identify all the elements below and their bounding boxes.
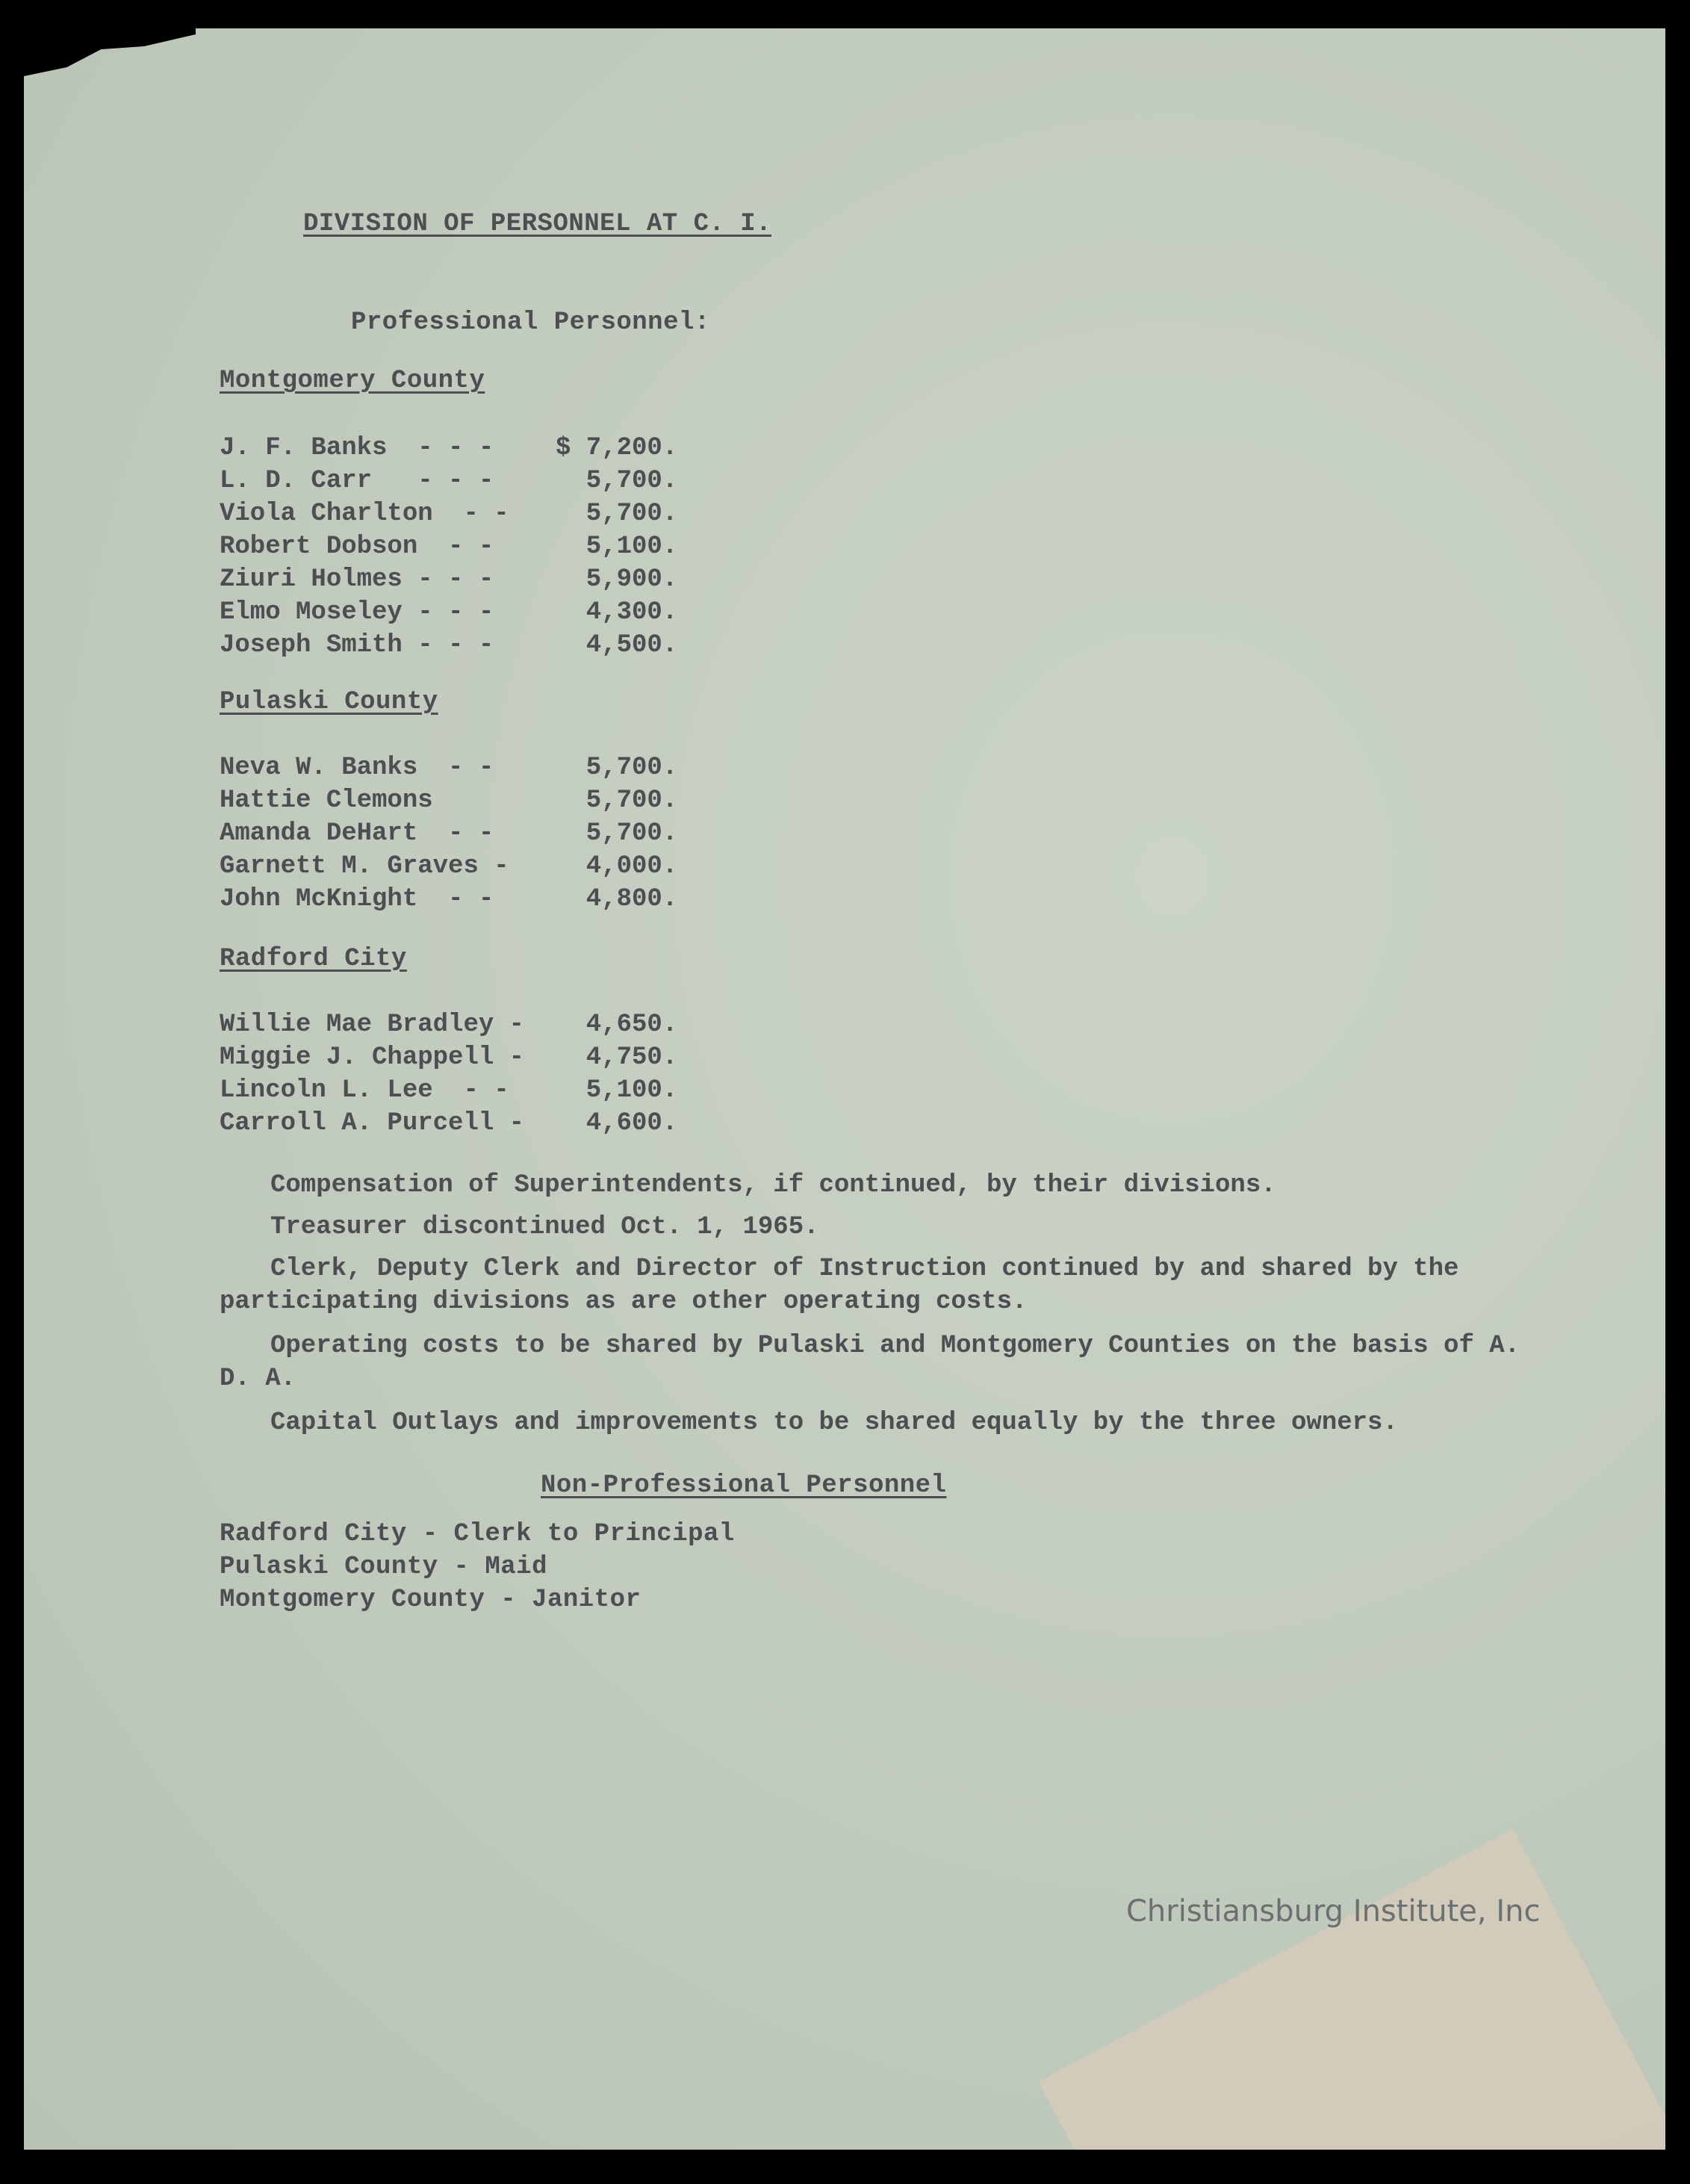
personnel-salary: 4,000. <box>556 852 678 881</box>
nonprofessional-radford: Radford City - Clerk to Principal <box>220 1520 735 1548</box>
montgomery-heading: Montgomery County <box>220 367 485 395</box>
personnel-salary: 5,700. <box>556 819 678 848</box>
personnel-row <box>220 817 757 850</box>
professional-heading: Professional Personnel: <box>351 308 710 337</box>
document-page <box>24 28 1665 2150</box>
pulaski-heading: Pulaski County <box>220 688 438 716</box>
personnel-row <box>220 883 757 916</box>
personnel-name: John McKnight - - <box>220 885 494 913</box>
personnel-name: Garnett M. Graves - <box>220 852 509 881</box>
personnel-name: Hattie Clemons <box>220 787 433 815</box>
personnel-name: Ziuri Holmes - - - <box>220 565 494 594</box>
personnel-row <box>220 751 757 784</box>
paragraph-clerk: Clerk, Deputy Clerk and Director of Instruction continued by and shared by the participating divisions as are other operating costs. <box>220 1255 1459 1316</box>
personnel-row <box>220 1074 757 1107</box>
personnel-salary: 4,650. <box>556 1011 678 1039</box>
personnel-salary: 4,300. <box>556 598 678 627</box>
personnel-salary: 5,700. <box>556 467 678 495</box>
personnel-salary: 5,700. <box>556 787 678 815</box>
personnel-salary: 4,600. <box>556 1109 678 1138</box>
personnel-row <box>220 530 757 563</box>
personnel-row <box>220 1107 757 1140</box>
personnel-salary: 4,800. <box>556 885 678 913</box>
personnel-name: Lincoln L. Lee - - <box>220 1076 509 1105</box>
personnel-name: Carroll A. Purcell - <box>220 1109 525 1138</box>
paragraph-treasurer: Treasurer discontinued Oct. 1, 1965. <box>270 1213 819 1241</box>
nonprofessional-pulaski: Pulaski County - Maid <box>220 1553 547 1581</box>
personnel-name: Robert Dobson - - <box>220 533 494 561</box>
personnel-name: Viola Charlton - - <box>220 500 509 528</box>
personnel-salary: $ 7,200. <box>556 434 678 462</box>
paragraph-superintendents: Compensation of Superintendents, if continued, by their divisions. <box>270 1171 1276 1200</box>
personnel-name: L. D. Carr - - - <box>220 467 494 495</box>
personnel-name: J. F. Banks - - - <box>220 434 494 462</box>
document-title: DIVISION OF PERSONNEL AT C. I. <box>303 210 772 238</box>
personnel-row <box>220 784 757 817</box>
personnel-row <box>220 1008 757 1041</box>
personnel-row <box>220 629 757 662</box>
personnel-name: Neva W. Banks - - <box>220 754 494 782</box>
personnel-row <box>220 850 757 883</box>
personnel-salary: 5,700. <box>556 500 678 528</box>
watermark: Christiansburg Institute, Inc <box>1126 1894 1541 1929</box>
paragraph-capital-outlays: Capital Outlays and improvements to be shared equally by the three owners. <box>270 1409 1398 1437</box>
radford-heading: Radford City <box>220 945 407 973</box>
personnel-row <box>220 563 757 596</box>
personnel-row <box>220 497 757 530</box>
personnel-name: Joseph Smith - - - <box>220 631 494 660</box>
personnel-salary: 5,900. <box>556 565 678 594</box>
personnel-salary: 5,100. <box>556 1076 678 1105</box>
personnel-row <box>220 1041 757 1074</box>
nonprofessional-heading: Non-Professional Personnel <box>541 1471 947 1500</box>
personnel-salary: 4,500. <box>556 631 678 660</box>
personnel-name: Miggie J. Chappell - <box>220 1043 525 1072</box>
paper-stain <box>1038 1829 1665 2150</box>
personnel-salary: 5,700. <box>556 754 678 782</box>
personnel-name: Willie Mae Bradley - <box>220 1011 525 1039</box>
personnel-row <box>220 596 757 629</box>
torn-corner <box>24 28 196 88</box>
personnel-name: Amanda DeHart - - <box>220 819 494 848</box>
personnel-salary: 5,100. <box>556 533 678 561</box>
personnel-name: Elmo Moseley - - - <box>220 598 494 627</box>
personnel-row <box>220 432 757 465</box>
paragraph-operating-costs: Operating costs to be shared by Pulaski and Montgomery Counties on the basis of A. D. A. <box>220 1332 1520 1393</box>
personnel-salary: 4,750. <box>556 1043 678 1072</box>
nonprofessional-montgomery: Montgomery County - Janitor <box>220 1586 641 1614</box>
personnel-row <box>220 465 757 497</box>
